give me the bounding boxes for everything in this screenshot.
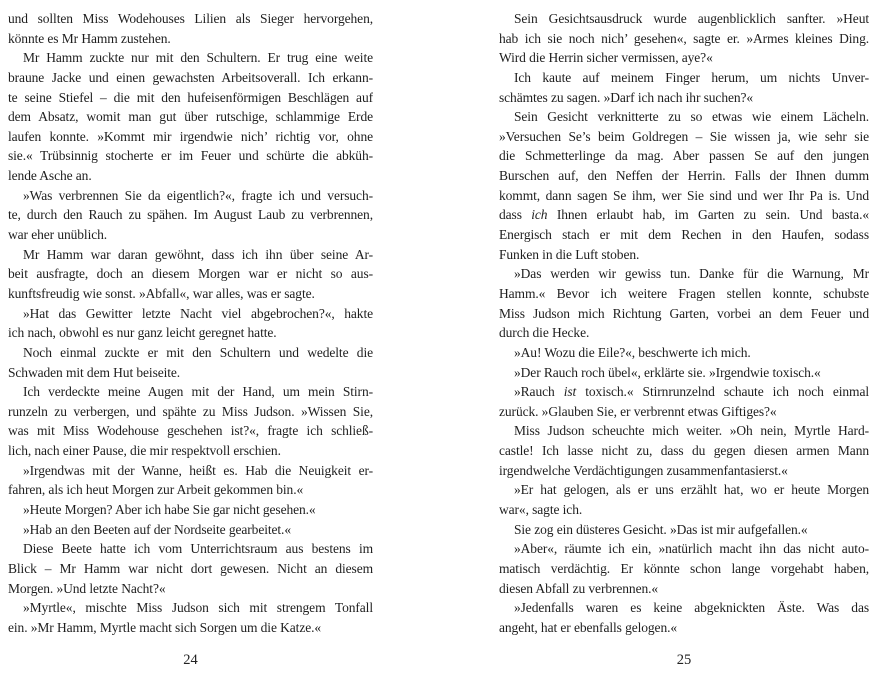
text-line: kunftsfreudig wie sonst. »Abfall«, war alles, was er sagte. [8, 285, 315, 301]
page-number-left: 24 [183, 651, 198, 668]
text-line: zurück. »Glauben Sie, er verbrennt etwas Giftiges?« [499, 403, 777, 419]
text-line: irgendwelche Verdächtigungen zusammenfantasierst.« [499, 462, 788, 478]
text-line: Mr Hamm war daran gewöhnt, dass ich ihn über seine Ar- [23, 246, 373, 262]
text-line: te, durch den Rauch zu spähen. Im August Laub zu verbrennen, [8, 207, 373, 223]
text-line: »Jedenfalls waren es keine abgeknickten Äste. Was das [514, 600, 869, 616]
text-line: diesen Abfall zu verbrennen.« [499, 580, 659, 596]
text-line: durch die Hecke. [499, 325, 590, 341]
page-right-text [499, 9, 869, 638]
text-line: matisch verdächtig. Er könnte schon lange vorgehabt haben, [499, 560, 869, 576]
text-line: dem Absatz, womit man gut über rutschige, schlammige Erde [8, 109, 373, 125]
text-line: sie.« Trübsinnig stocherte er im Feuer und schürte die abküh- [8, 148, 373, 164]
text-line: »Hab an den Beeten auf der Nordseite gearbeitet.« [23, 521, 291, 537]
text-line: Sein Gesichtsausdruck wurde augenblicklich sanfter. »Heut [514, 11, 869, 26]
text-line: Ich kaute auf meinem Finger herum, um nichts Unver- [514, 69, 869, 85]
text-line: Noch einmal zuckte er mit den Schultern und wedelte die [23, 344, 373, 360]
text-line: Funken in die Luft stoben. [499, 246, 640, 262]
text-line: beit ausfragte, doch an diesem Morgen war er nicht so aus- [8, 266, 373, 282]
text-line: Burschen auf, den Neffen der Herrin. Falls der Ihnen dumm [499, 168, 869, 184]
text-line: ich nach, obwohl es nur ganz leicht geregnet hatte. [8, 325, 277, 341]
text-line: Sie zog ein düsteres Gesicht. »Das ist mir aufgefallen.« [514, 521, 808, 537]
text-line: war«, sagte ich. [499, 502, 583, 518]
text-line: »Aber«, räumte ich ein, »natürlich macht ihn das nicht auto- [514, 541, 869, 557]
text-line: »Der Rauch roch übel«, erklärte sie. »Irgendwie toxisch.« [514, 364, 821, 380]
text-line: Energisch stach er mit dem Rechen in den Haufen, sodass [499, 227, 869, 243]
text-line: Morgen. »Und letzte Nacht?« [8, 580, 166, 596]
text-line: Wird die Herrin sicher vermissen, aye?« [499, 50, 713, 66]
text-line: »Was verbrennen Sie da eigentlich?«, fragte ich und versuch- [23, 187, 373, 203]
text-line: »Irgendwas mit der Wanne, heißt es. Hab die Neuigkeit er- [23, 462, 373, 478]
text-line: Schwaden mit dem Hut beiseite. [8, 364, 181, 380]
text-line: Blick – Mr Hamm war nicht dort gewesen. Nicht an diesem [8, 560, 373, 576]
text-line: castle! Ich lasse nicht zu, dass du gegen diesen armen Mann [499, 443, 869, 459]
page-left-text [8, 9, 373, 638]
text-line: lich, nach einer Pause, die mir respektvoll erschien. [8, 443, 281, 459]
text-line: schämtes zu sagen. »Darf ich nach ihr suchen?« [499, 89, 754, 105]
text-line: Mr Hamm zuckte nur mit den Schultern. Er trug eine weite [23, 50, 373, 66]
text-line: lende Asche an. [8, 168, 92, 184]
text-line: Hamm.« Bevor ich weitere Fragen stellen konnte, schubste [499, 285, 869, 301]
text-line: te seine Stiefel – die mit den hufeisenförmigen Beschlägen auf [8, 89, 373, 105]
text-line: runzeln zu verbergen, und spähte zu Miss Judson. »Wissen Sie, [8, 403, 373, 419]
text-line: laufen konnte. »Kommt mir irgendwie nich’ richtig vor, ohne [8, 128, 373, 144]
text-line: braune Jacke und einen gewachsten Arbeitsoverall. Ich erkann- [8, 69, 373, 85]
text-line: was mit Miss Wodehouse geschehen ist?«, fragte ich schließ- [8, 423, 373, 439]
text-line: »Er hat gelogen, als er uns erzählt hat, wo er heute Morgen [514, 482, 869, 498]
text-line: dass ich Ihnen erlaubt hab, im Garten zu sein. Und basta.« [499, 207, 869, 223]
text-line: Miss Judson mich Richtung Garten, vorbei an dem Feuer und [499, 305, 869, 321]
text-line: »Myrtle«, mischte Miss Judson sich mit strengem Tonfall [23, 600, 373, 616]
page-number-right: 25 [676, 651, 692, 668]
text-line: »Au! Wozu die Eile?«, beschwerte ich mich. [514, 344, 751, 360]
text-line: war eher unüblich. [8, 227, 108, 243]
text-line: Sein Gesicht verknitterte zu so etwas wie einem Lächeln. [514, 109, 869, 125]
text-line: »Hat das Gewitter letzte Nacht viel abgebrochen?«, hakte [23, 305, 373, 321]
text-line: ein. »Mr Hamm, Myrtle macht sich Sorgen um die Katze.« [8, 619, 322, 635]
text-line: kommt, dann sagen Se ihm, wer Sie sind und wer Ihr Pa is. Und [499, 187, 869, 203]
text-line: Ich verdeckte meine Augen mit der Hand, um mein Stirn- [23, 384, 373, 400]
text-line: hab ich sie noch nich’ gesehen«, sagte er. »Armes kleines Ding. [499, 30, 869, 46]
text-line: könnte es Mr Hamm zustehen. [8, 30, 171, 46]
text-line: fahren, als ich heut Morgen zur Arbeit gekommen bin.« [8, 482, 304, 498]
page-left [8, 9, 373, 669]
text-line: Miss Judson scheuchte mich weiter. »Oh nein, Myrtle Hard- [514, 423, 869, 439]
text-line: angeht, hat er ebenfalls gelogen.« [499, 619, 678, 635]
page-right [499, 9, 869, 669]
text-line: »Das werden wir gewiss tun. Danke für die Warnung, Mr [514, 266, 869, 282]
text-line: »Rauch ist toxisch.« Stirnrunzelnd schaute ich noch einmal [514, 384, 869, 400]
text-line: und sollten Miss Wodehouses Lilien als Sieger hervorgehen, [8, 11, 373, 26]
text-line: »Versuchen Se’s beim Goldregen – Sie wissen ja, wie sehr sie [499, 128, 869, 144]
text-line: Diese Beete hatte ich vom Unterrichtsraum aus bestens im [23, 541, 373, 557]
text-line: die Schmetterlinge da mag. Aber passen Se auf den jungen [499, 148, 869, 164]
text-line: »Heute Morgen? Aber ich habe Sie gar nicht gesehen.« [23, 502, 316, 518]
